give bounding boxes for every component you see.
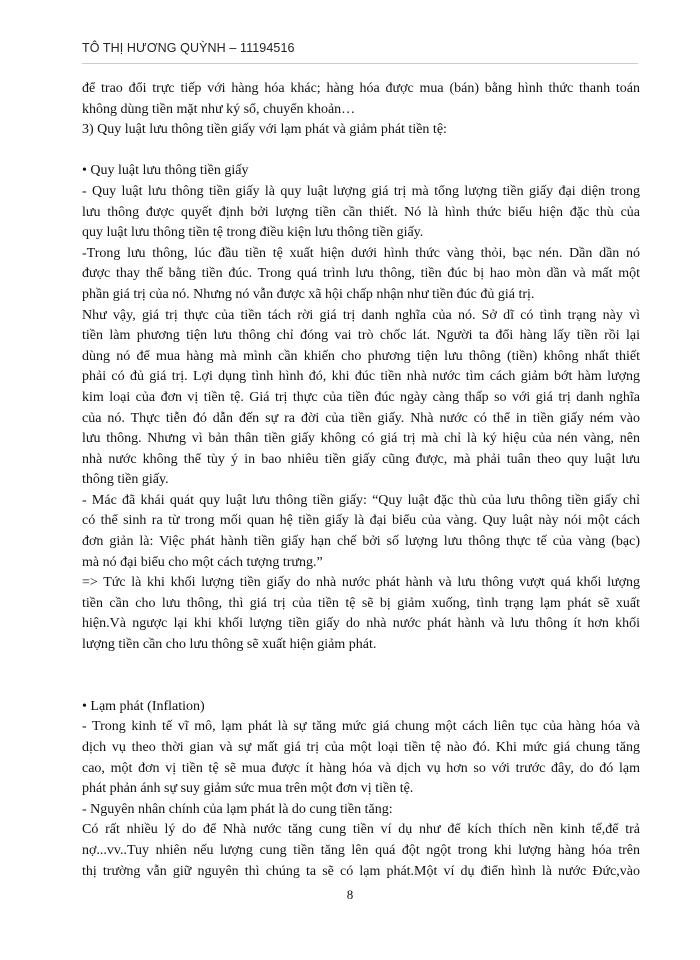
text-line: dùng nó để mua hàng mà mình cần khiến cho phương tiện lưu thông (tiền) không nhất thiết bbox=[82, 348, 640, 364]
text-line: => Tức là khi khối lượng tiền giấy do nhà nước phát hành và lưu thông vượt quá khối lượng bbox=[82, 575, 640, 591]
text-line: phát phản ánh sự suy giảm sức mua trên một đơn vị tiền tệ. bbox=[82, 781, 414, 797]
blank-line bbox=[82, 141, 640, 162]
text-line: hiện.Và ngược lại khi khối lượng tiền giấy do nhà nước phát hành và lưu thông ít hơn khối bbox=[82, 616, 640, 632]
text-line: nợ...vv..Tuy nhiên nếu lượng cung tiền tăng lên quá đột ngột trong khi lượng hàng hóa trên bbox=[82, 842, 640, 858]
text-line: -Trong lưu thông, lúc đầu tiền tệ xuất hiện dưới hình thức vàng thỏi, bạc nén. Dần dần nó bbox=[82, 245, 640, 261]
text-line: tiền cần cho lưu thông, thì giá trị của tiền tệ sẽ bị giảm xuống, tình trạng lạm phát sẽ xuất bbox=[82, 595, 640, 611]
header-rule bbox=[82, 63, 638, 64]
text-line: lưu thông được quyết định bởi lượng tiền cần thiết. Nó là hình thức biểu hiện đặc thù của bbox=[82, 204, 640, 220]
text-line: kim loại của đơn vị tiền tệ. Giá trị thực của tiền đúc ngày càng thấp so với giá trị danh nghĩa bbox=[82, 389, 640, 405]
text-line: lưu thông. Nhưng vì bản thân tiền giấy không có giá trị mà chỉ là ký hiệu của nén vàng, nên bbox=[82, 431, 640, 447]
text-line: thông tiền giấy. bbox=[82, 472, 169, 488]
page-header: TÔ THỊ HƯƠNG QUỲNH – 11194516 bbox=[82, 41, 295, 55]
text-line: lượng tiền cần cho lưu thông sẽ xuất hiện giảm phát. bbox=[82, 637, 377, 653]
text-line: 3) Quy luật lưu thông tiền giấy với lạm phát và giảm phát tiền tệ: bbox=[82, 122, 447, 138]
text-line: Như vậy, giá trị thực của tiền tách rời giá trị danh nghĩa của nó. Sở dĩ có tình trạng này vì bbox=[82, 307, 640, 323]
page-number: 8 bbox=[346, 887, 354, 902]
text-line: dịch vụ theo thời gian và sự mất giá trị của một loại tiền tệ nào đó. Khi mức giá chung tăng bbox=[82, 740, 640, 755]
text-line: phải có đủ giá trị. Lợi dụng tình hình đó, khi đúc tiền nhà nước tìm cách giảm bớt hàm lượng bbox=[82, 369, 640, 385]
text-line: • Quy luật lưu thông tiền giấy bbox=[82, 163, 249, 179]
text-line: - Quy luật lưu thông tiền giấy là quy luật lượng giá trị mà tổng lượng tiền giấy đại diện trong bbox=[82, 183, 640, 199]
text-line: đơn giản là: Việc phát hành tiền giấy hạn chế bởi số lượng lưu thông thực tế của vàng (bạc) bbox=[82, 534, 640, 550]
text-line: cao, một đơn vị tiền tệ sẽ mua được ít hàng hóa và dịch vụ hơn so với trước đây, do đó lạm bbox=[82, 760, 640, 776]
text-line: Có rất nhiều lý do để Nhà nước tăng cung tiền ví dụ như để kích thích nền kinh tế,để trả bbox=[82, 822, 640, 838]
text-line: phần giá trị của nó. Nhưng nó vẫn được xã hội chấp nhận như tiền đúc đủ giá trị. bbox=[82, 286, 535, 302]
text-line: có thể sinh ra từ trong mối quan hệ tiền giấy là đại biểu của vàng. Quy luật này nói một cách bbox=[82, 513, 640, 529]
text-line: - Nguyên nhân chính của lạm phát là do cung tiền tăng: bbox=[82, 801, 393, 817]
text-line: để trao đổi trực tiếp với hàng hóa khác; hàng hóa được mua (bán) bằng hình thức thanh toán bbox=[82, 81, 640, 96]
text-line: tiền làm phương tiện lưu thông chỉ đóng vai trò chốc lát. Người ta đổi hàng lấy tiền rồi lại bbox=[82, 328, 640, 344]
document-body bbox=[82, 79, 640, 882]
text-line: được thay thế bằng tiền đúc. Trong quá trình lưu thông, tiền đúc bị hao mòn dần và mất một bbox=[82, 266, 640, 282]
text-line: mà nó đại biểu cho một cách tượng trưng.” bbox=[82, 554, 323, 570]
text-line: quy luật lưu thông tiền tệ trong điều kiện lưu thông tiền giấy. bbox=[82, 225, 424, 241]
text-line: không dùng tiền mặt như ký sổ, chuyển khoản… bbox=[82, 101, 356, 117]
text-line: thị trường vẫn giữ nguyên thì chúng ta sẽ có lạm phát.Một ví dụ điển hình là nước Đức,vào bbox=[82, 863, 640, 879]
text-line: nhà nước không thể tùy ý in bao nhiêu tiền giấy cũng được, mà phải tuân theo quy luật lưu bbox=[82, 451, 640, 467]
blank-line bbox=[82, 656, 640, 677]
blank-line bbox=[82, 676, 640, 697]
text-line: - Mác đã khái quát quy luật lưu thông tiền giấy: “Quy luật đặc thù của lưu thông tiền giấy chỉ bbox=[82, 492, 640, 508]
text-line: • Lạm phát (Inflation) bbox=[82, 698, 205, 714]
text-line: của nó. Thực tiễn đó dẫn đến sự ra đời của tiền giấy. Nhà nước có thể in tiền giấy ném vào bbox=[82, 410, 640, 426]
text-line: - Trong kinh tế vĩ mô, lạm phát là sự tăng mức giá chung một cách liên tục của hàng hóa và bbox=[82, 719, 640, 735]
